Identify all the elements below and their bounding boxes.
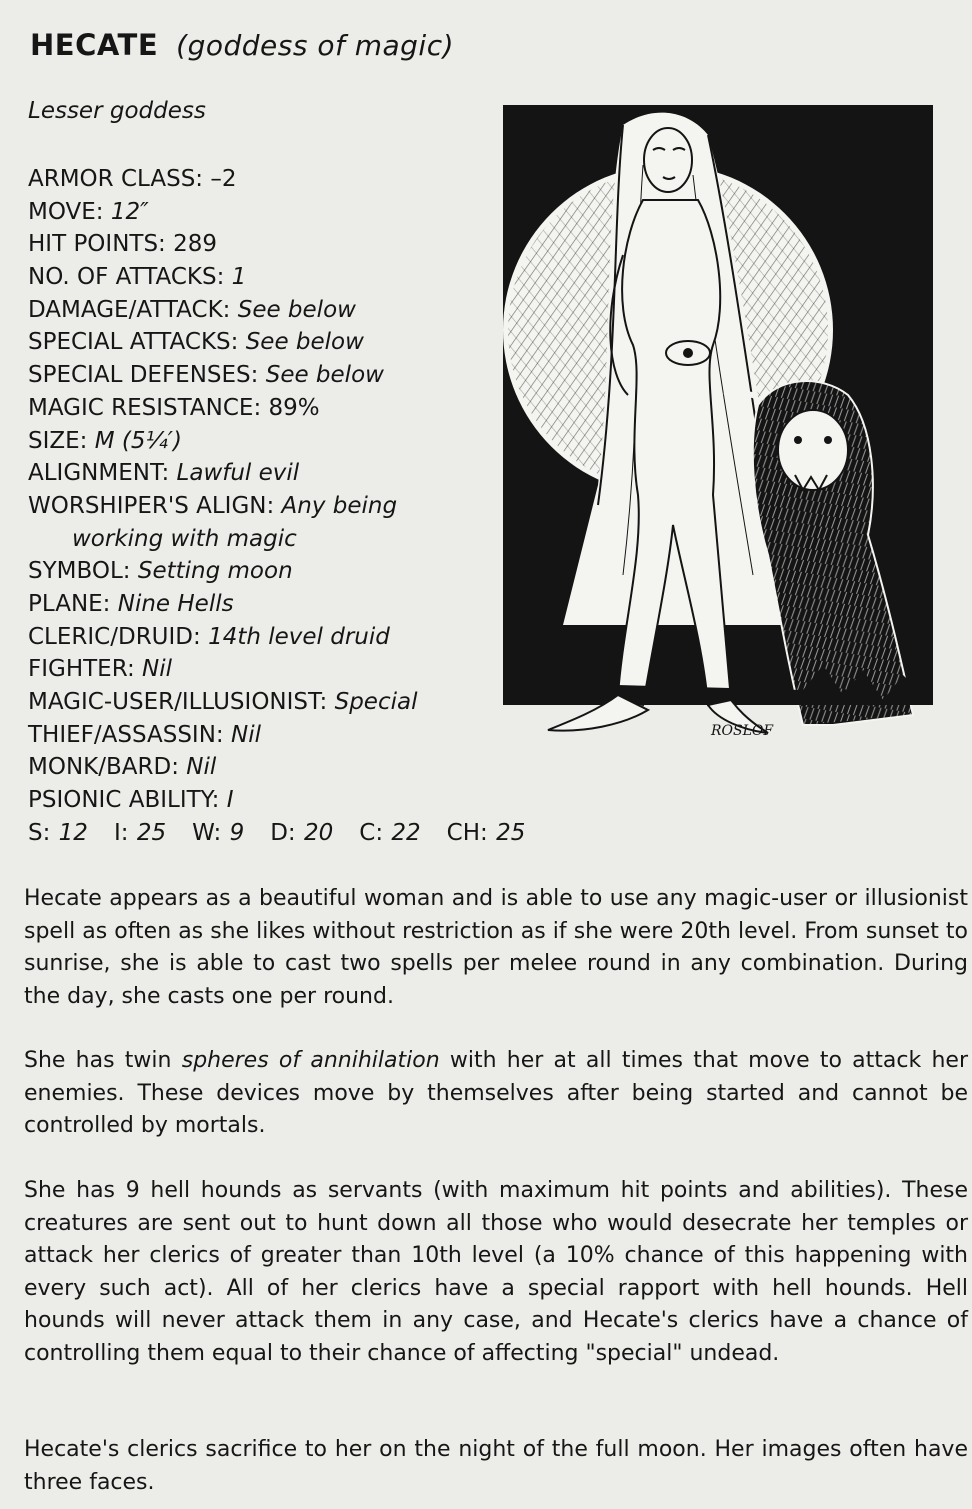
- stat-value: I: [226, 787, 234, 814]
- artist-signature: ROSLOF: [711, 723, 774, 739]
- ability-value: 12: [58, 819, 88, 846]
- stat-block: [28, 163, 551, 849]
- stat-label: PLANE:: [28, 590, 111, 617]
- stat-value: Any being: [281, 492, 398, 519]
- deity-rank: Lesser goddess: [28, 98, 206, 124]
- ability-value: 25: [496, 819, 526, 846]
- stat-row: [28, 751, 551, 784]
- stat-row: [28, 719, 551, 752]
- ability-value: 22: [391, 819, 421, 846]
- stat-value: Nine Hells: [117, 590, 234, 617]
- stat-row: [28, 523, 551, 556]
- stat-value: 1: [231, 264, 247, 291]
- stat-label: THIEF/ASSASSIN:: [28, 721, 224, 748]
- stat-row: [28, 228, 551, 261]
- stat-row: [28, 425, 551, 458]
- ability-score: [447, 817, 526, 850]
- stat-value: M (5¼′): [94, 427, 182, 454]
- ability-score: [359, 817, 420, 850]
- stat-row: [28, 653, 551, 686]
- stat-value: See below: [237, 296, 356, 323]
- deity-name: HECATE: [30, 28, 159, 62]
- hecate-illustration: [503, 105, 933, 747]
- stat-row: [28, 588, 551, 621]
- stat-label: MONK/BARD:: [28, 754, 179, 781]
- stat-value: Nil: [230, 721, 261, 748]
- stat-value: Lawful evil: [176, 460, 300, 487]
- ability-label: S:: [28, 819, 51, 846]
- stat-row: [28, 392, 551, 425]
- description-paragraph-4: [24, 1434, 968, 1499]
- stat-value: 89%: [268, 394, 320, 421]
- stat-value: See below: [265, 362, 384, 389]
- ability-scores: [28, 817, 551, 850]
- deity-subtitle: (goddess of magic): [176, 29, 455, 62]
- text-run: with her at all times that move to attack her enemies. These devices move by themselves after being started and cannot be controlled by mortals.: [24, 1048, 968, 1138]
- stat-label: NO. OF ATTACKS:: [28, 264, 225, 291]
- hound-face: [778, 410, 848, 490]
- stat-value: Setting moon: [137, 558, 293, 585]
- stat-label: DAMAGE/ATTACK:: [28, 296, 231, 323]
- stat-row: [28, 457, 551, 490]
- ability-label: CH:: [446, 819, 488, 846]
- stat-label: FIGHTER:: [28, 656, 135, 683]
- text-run: She has twin: [24, 1048, 182, 1073]
- paragraph-text: Hecate's clerics sacrifice to her on the night of the full moon. Her images often have three faces.: [24, 1437, 968, 1495]
- description-paragraph-1: [24, 883, 968, 1013]
- stat-row: [28, 261, 551, 294]
- paragraph-text: Hecate appears as a beautiful woman and is able to use any magic-user or illusionist spell as often as she likes without restriction as if she were 20th level. From sunset to sunrise, she is able to cast two spells per melee round in any combination. During the day, she casts one per round.: [24, 886, 968, 1009]
- stat-value: working with magic: [72, 525, 297, 552]
- stat-value: See below: [245, 329, 364, 356]
- stat-row: [28, 326, 551, 359]
- stat-row: [28, 294, 551, 327]
- spell-name: spheres of annihilation: [181, 1048, 440, 1073]
- stat-label: ALIGNMENT:: [28, 460, 170, 487]
- stat-value: Nil: [186, 754, 217, 781]
- ability-score: [28, 817, 88, 850]
- ability-label: C:: [359, 819, 384, 846]
- paragraph-text: She has 9 hell hounds as servants (with maximum hit points and abilities). These creatures are sent out to hunt down all those who would desecrate her temples or attack her clerics of greater than 10th level (a 10% chance of this happening with every such act). All of her clerics have a special rapport with hell hounds. Hell hounds will never attack them in any case, and Hecate's clerics have a chance of controlling them equal to their chance of affecting "special" undead.: [24, 1178, 968, 1366]
- stat-value: 12″: [110, 198, 149, 225]
- ability-label: D:: [270, 819, 296, 846]
- stat-row: [28, 359, 551, 392]
- ability-score: [114, 817, 166, 850]
- ability-label: I:: [113, 819, 129, 846]
- ability-value: 9: [229, 819, 245, 846]
- head-shape: [644, 128, 692, 192]
- stat-row: [28, 621, 551, 654]
- stat-label: SYMBOL:: [28, 558, 131, 585]
- stat-row: [28, 555, 551, 588]
- stat-row: [28, 784, 551, 817]
- paragraph-text: [24, 1045, 968, 1143]
- stat-row: [28, 490, 551, 523]
- stat-label: MOVE:: [28, 198, 104, 225]
- description-paragraph-3: [24, 1175, 968, 1370]
- stat-value: Nil: [142, 656, 173, 683]
- stat-row: [28, 163, 551, 196]
- stat-label: MAGIC-USER/ILLUSIONIST:: [28, 689, 328, 715]
- stat-label: PSIONIC ABILITY:: [28, 787, 220, 814]
- ability-label: W:: [192, 819, 222, 846]
- ability-score: [270, 817, 333, 850]
- ability-score: [192, 817, 244, 850]
- stat-label: SPECIAL DEFENSES:: [28, 362, 259, 389]
- stat-value: 14th level druid: [208, 623, 390, 650]
- stat-label: SIZE:: [28, 427, 88, 454]
- stat-label: CLERIC/DRUID:: [28, 623, 201, 650]
- stat-label: WORSHIPER'S ALIGN:: [28, 492, 275, 519]
- stat-value: 289: [173, 231, 218, 258]
- stat-value: –2: [210, 166, 237, 192]
- page-title: [30, 28, 454, 62]
- ability-value: 20: [303, 819, 334, 846]
- stat-value: Special: [334, 689, 418, 715]
- stat-row: [28, 196, 551, 229]
- stat-label: MAGIC RESISTANCE:: [28, 394, 262, 421]
- stat-label: SPECIAL ATTACKS:: [28, 329, 239, 356]
- stat-row: [28, 686, 551, 719]
- stat-label: HIT POINTS:: [28, 231, 166, 258]
- description-paragraph-2: [24, 1045, 968, 1143]
- stat-label: ARMOR CLASS:: [28, 166, 204, 192]
- ability-value: 25: [136, 819, 167, 846]
